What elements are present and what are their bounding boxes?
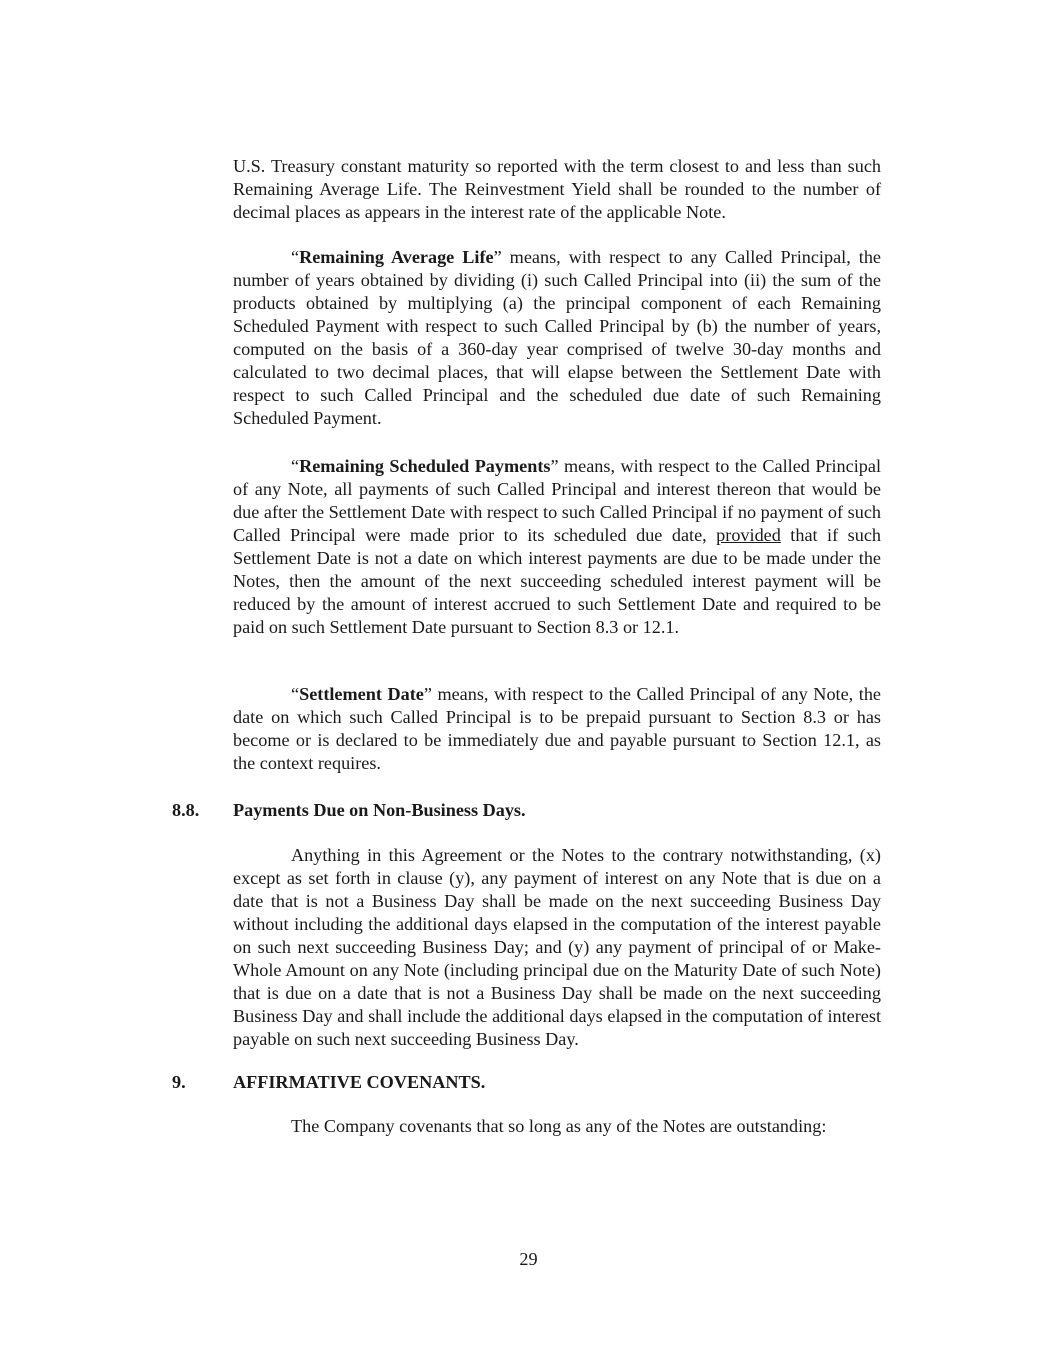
underlined-word: provided bbox=[716, 525, 781, 545]
paragraph-text: The Company covenants that so long as any of the Notes are outstanding: bbox=[291, 1116, 827, 1136]
section-9-body bbox=[233, 1115, 881, 1138]
paragraph-text: Anything in this Agreement or the Notes to the contrary notwithstanding, (x) except as set forth in clause (y), any payment of interest on any Note that is due on a date that is not a Business Day shall be made on the next succeeding Business Day without including the additional days elapsed in the computation of the interest payable on such next succeeding Business Day; and (y) any payment of principal of or Make-Whole Amount on any Note (including principal due on the Maturity Date of such Note) that is due on a date that is not a Business Day shall be made on the next succeeding Business Day and shall include the additional days elapsed in the computation of interest payable on such next succeeding Business Day. bbox=[233, 845, 881, 1049]
definition-text: ” means, with respect to any Called Principal, the number of years obtained by dividing (i) such Called Principal into (ii) the sum of the products obtained by multiplying (a) the principal component of each Remaining Scheduled Payment with respect to such Called Principal by (b) the number of years, computed on the basis of a 360-day year comprised of twelve 30-day months and calculated to two decimal places, that will elapse between the Settlement Date with respect to such Called Principal and the scheduled due date of such Remaining Scheduled Payment. bbox=[233, 247, 881, 428]
definition-text-continued: that if such Settlement Date is not a date on which interest payments are due to be made under the Notes, then the amount of the next succeeding scheduled interest payment will be reduced by the amount of interest accrued to such Settlement Date and required to be paid on such Settlement Date pursuant to Section 8.3 or 12.1. bbox=[233, 525, 881, 637]
section-8-8-body bbox=[233, 844, 881, 1051]
paragraph-reinvestment-yield-continuation bbox=[233, 155, 881, 224]
defined-term: Settlement Date bbox=[299, 684, 424, 704]
definition-remaining-scheduled-payments bbox=[233, 455, 881, 639]
defined-term: Remaining Average Life bbox=[299, 247, 494, 267]
section-8-8-title: Payments Due on Non-Business Days. bbox=[233, 800, 526, 820]
paragraph-text: U.S. Treasury constant maturity so reported with the term closest to and less than such Remaining Average Life. The Reinvestment Yield shall be rounded to the number of decimal places as appears in the interest rate of the applicable Note. bbox=[233, 156, 881, 222]
section-9-title: AFFIRMATIVE COVENANTS. bbox=[233, 1072, 486, 1092]
open-quote: “ bbox=[291, 684, 300, 704]
section-9-number: 9. bbox=[172, 1072, 186, 1092]
definition-text: ” means, with respect to the Called Principal of any Note, the date on which such Called Principal is to be prepaid pursuant to Section 8.3 or has become or is declared to be immediately due and payable pursuant to Section 12.1, as the context requires. bbox=[233, 684, 881, 773]
defined-term: Remaining Scheduled Payments bbox=[299, 456, 551, 476]
open-quote: “ bbox=[291, 247, 300, 267]
definition-remaining-average-life bbox=[233, 246, 881, 430]
section-8-8-number: 8.8. bbox=[172, 800, 200, 820]
page-number: 29 bbox=[519, 1249, 538, 1269]
definition-settlement-date bbox=[233, 683, 881, 775]
definition-text: ” means, with respect to the Called Principal of any Note, all payments of such Called Principal and interest thereon that would be due after the Settlement Date with respect to such Called Principal if no payment of such Called Principal were made prior to its scheduled due date, bbox=[233, 456, 882, 545]
open-quote: “ bbox=[291, 456, 300, 476]
